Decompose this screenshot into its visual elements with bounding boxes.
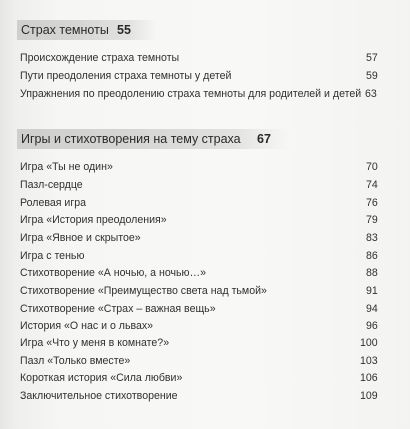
toc-entry[interactable] bbox=[20, 248, 410, 264]
toc-entry-label: Игра с тенью bbox=[20, 250, 85, 262]
toc-entry-page: 109 bbox=[360, 390, 378, 402]
toc-entry-label: Короткая история «Сила любви» bbox=[20, 372, 183, 384]
toc-entry-page: 79 bbox=[366, 214, 378, 226]
toc-entry[interactable] bbox=[20, 301, 410, 317]
toc-entry-page: 94 bbox=[366, 303, 378, 315]
section-header-games-and-poems bbox=[17, 129, 289, 149]
toc-entry-page: 70 bbox=[366, 161, 378, 173]
toc-entry[interactable] bbox=[20, 177, 410, 193]
toc-entry-label: Ролевая игра bbox=[20, 197, 86, 209]
section-page-number: 67 bbox=[257, 132, 271, 146]
toc-entry[interactable] bbox=[20, 353, 410, 369]
toc-entry-label: Игра «История преодоления» bbox=[20, 214, 167, 226]
toc-entry[interactable] bbox=[20, 195, 410, 211]
toc-entry[interactable] bbox=[20, 50, 410, 66]
toc-entry-label: Пазл «Только вместе» bbox=[20, 355, 131, 367]
toc-entry-label: Стихотворение «Страх – важная вещь» bbox=[20, 303, 216, 315]
toc-entry-label: Пазл-сердце bbox=[20, 179, 83, 191]
toc-entry-label: Заключительное стихотворение bbox=[20, 390, 178, 402]
toc-entry-page: 86 bbox=[366, 250, 378, 262]
toc-entry-label: Игра «Явное и скрытое» bbox=[20, 232, 141, 244]
toc-entry-label: Происхождение страха темноты bbox=[20, 52, 180, 64]
toc-entry-page: 76 bbox=[366, 197, 378, 209]
toc-entry[interactable] bbox=[20, 212, 410, 228]
toc-entry[interactable] bbox=[20, 318, 410, 334]
toc-entry-page: 83 bbox=[366, 232, 378, 244]
toc-entry-page: 91 bbox=[366, 285, 378, 297]
toc-entry-label: Игра «Ты не один» bbox=[20, 161, 113, 173]
toc-entry[interactable] bbox=[20, 159, 410, 175]
toc-entry-label: История «О нас и о львах» bbox=[20, 320, 154, 332]
toc-entry-page: 103 bbox=[360, 355, 378, 367]
toc-entry-label: Пути преодоления страха темноты у детей bbox=[20, 70, 232, 82]
toc-entry[interactable] bbox=[20, 335, 410, 351]
toc-entry-page: 96 bbox=[366, 320, 378, 332]
toc-entry[interactable] bbox=[20, 283, 410, 299]
toc-entry-label: Упражнения по преодолению страха темноты для родителей и детей bbox=[20, 88, 362, 100]
section-title: Игры и стихотворения на тему страха bbox=[21, 132, 241, 146]
toc-entry-page: 74 bbox=[366, 179, 378, 191]
section-title: Страх темноты bbox=[21, 23, 109, 37]
toc-entry[interactable] bbox=[20, 388, 410, 404]
toc-entry-page: 106 bbox=[360, 372, 378, 384]
toc-entry-label: Стихотворение «Преимущество света над тьмой» bbox=[20, 285, 267, 297]
toc-entry-page: 59 bbox=[366, 70, 378, 82]
toc-entry[interactable] bbox=[20, 230, 410, 246]
toc-entry[interactable] bbox=[20, 68, 410, 84]
toc-entry-page: 63 bbox=[365, 88, 377, 100]
toc-entry-page: 88 bbox=[366, 267, 378, 279]
toc-entry-label: Стихотворение «А ночью, а ночью…» bbox=[20, 267, 206, 279]
toc-entry[interactable] bbox=[20, 86, 410, 102]
section-header-fear-of-darkness bbox=[17, 20, 157, 40]
toc-entry[interactable] bbox=[20, 265, 410, 281]
toc-entry-page: 100 bbox=[360, 337, 378, 349]
toc-entry-page: 57 bbox=[366, 52, 378, 64]
toc-entry[interactable] bbox=[20, 370, 410, 386]
toc-entry-label: Игра «Что у меня в комнате?» bbox=[20, 337, 170, 349]
section-page-number: 55 bbox=[117, 23, 131, 37]
